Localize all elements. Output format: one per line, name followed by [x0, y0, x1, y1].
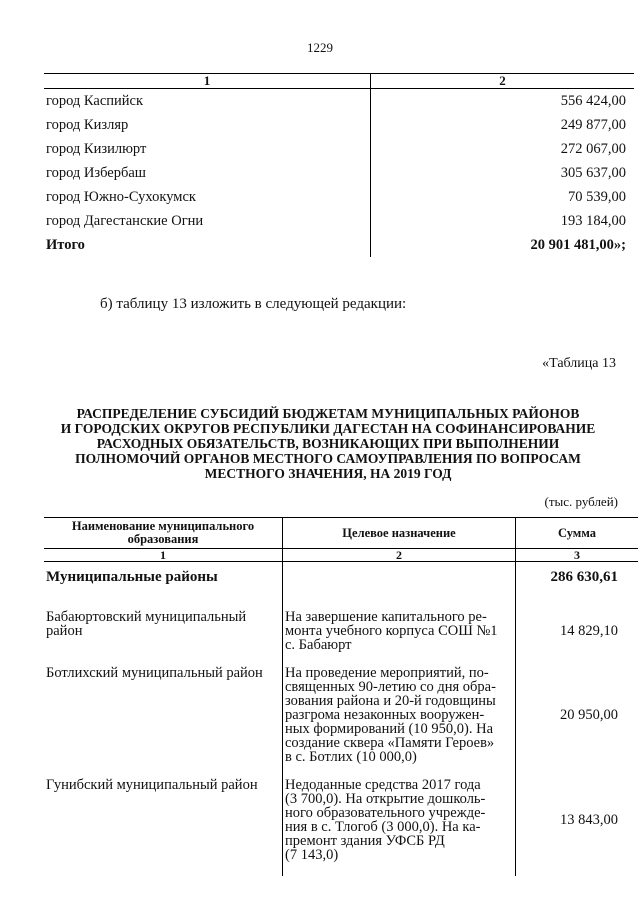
column-number-1: 1 — [44, 74, 371, 89]
table-row — [44, 113, 634, 137]
city-name: город Кизилюрт — [44, 137, 371, 161]
city-name: город Дагестанские Огни — [44, 209, 371, 233]
group-purpose-cell — [283, 562, 516, 611]
municipality-name — [44, 666, 283, 778]
table-label: «Таблица 13 — [542, 356, 616, 371]
table-header-row — [44, 74, 634, 89]
purpose-line: разгрома незаконных вооружен- — [285, 707, 485, 723]
name-line: Ботлихский муниципальный район — [46, 665, 263, 681]
purpose-line: На завершение капитального ре- — [285, 609, 487, 625]
purpose-text — [283, 666, 516, 778]
purpose-line: (3 700,0). На открытие дошколь- — [285, 791, 486, 807]
total-amount: 20 901 481,00»; — [530, 236, 626, 253]
city-amount: 272 067,00 — [560, 140, 626, 157]
title-line: РАСПРЕДЕЛЕНИЕ СУБСИДИЙ БЮДЖЕТАМ МУНИЦИПАЛЬНЫХ РАЙОНОВ — [76, 406, 580, 421]
title-line: РАСХОДНЫХ ОБЯЗАТЕЛЬСТВ, ВОЗНИКАЮЩИХ ПРИ ВЫПОЛНЕНИИ — [96, 436, 560, 451]
units-note: (тыс. рублей) — [544, 494, 618, 509]
purpose-line: ния в с. Тлогоб (3 000,0). На ка- — [285, 819, 481, 835]
table-row — [44, 610, 638, 666]
name-line: район — [46, 623, 83, 639]
allocation-table-continued — [44, 73, 634, 257]
sum-value: 20 950,00 — [560, 707, 618, 723]
purpose-line: священных 90-летию со дня обра- — [285, 679, 496, 695]
city-amount: 556 424,00 — [560, 92, 626, 109]
total-label: Итого — [44, 233, 371, 257]
group-sum: 286 630,61 — [550, 569, 618, 585]
purpose-line: с. Бабаюрт — [285, 637, 352, 653]
header-municipality: Наименование муниципального образования — [44, 518, 283, 549]
table-row — [44, 161, 634, 185]
title-line: ПОЛНОМОЧИЙ ОРГАНОВ МЕСТНОГО САМОУПРАВЛЕНИЯ ПО ВОПРОСАМ — [75, 451, 581, 466]
title-line: И ГОРОДСКИХ ОКРУГОВ РЕСПУБЛИКИ ДАГЕСТАН НА СОФИНАНСИРОВАНИЕ — [60, 421, 596, 436]
table-row — [44, 89, 634, 114]
group-name: Муниципальные районы — [46, 569, 218, 585]
city-name: город Каспийск — [44, 89, 371, 114]
purpose-text — [283, 610, 516, 666]
table-row — [44, 209, 634, 233]
purpose-line: монта учебного корпуса СОШ №1 — [285, 623, 498, 639]
header-sum: Сумма — [516, 518, 639, 549]
title-line: МЕСТНОГО ЗНАЧЕНИЯ, НА 2019 ГОД — [204, 466, 452, 481]
name-line: Гунибский муниципальный район — [46, 777, 258, 793]
table-row — [44, 666, 638, 778]
table-row — [44, 185, 634, 209]
city-amount: 249 877,00 — [560, 116, 626, 133]
municipality-name — [44, 778, 283, 876]
city-amount: 193 184,00 — [560, 212, 626, 229]
header-purpose: Целевое назначение — [283, 518, 516, 549]
group-row — [44, 562, 638, 611]
city-name: город Избербаш — [44, 161, 371, 185]
sum-value: 14 829,10 — [560, 623, 618, 639]
purpose-line: (7 143,0) — [285, 847, 339, 863]
name-line: Бабаюртовский муниципальный — [46, 609, 247, 625]
city-name: город Кизляр — [44, 113, 371, 137]
table-row — [44, 137, 634, 161]
page-number: 1229 — [307, 40, 333, 55]
purpose-line: в с. Ботлих (10 000,0) — [285, 749, 417, 765]
column-number-2: 2 — [371, 74, 635, 89]
subsidy-distribution-table — [44, 517, 638, 876]
purpose-line: На проведение мероприятий, по- — [285, 665, 489, 681]
city-name: город Южно-Сухокумск — [44, 185, 371, 209]
city-amount: 305 637,00 — [560, 164, 626, 181]
table-row — [44, 778, 638, 876]
purpose-line: создание сквера «Памяти Героев» — [285, 735, 495, 751]
purpose-line: Недоданные средства 2017 года — [285, 777, 481, 793]
purpose-line: ных формирований (10 950,0). На — [285, 721, 494, 737]
purpose-line: премонт здания УФСБ РД — [285, 833, 445, 849]
amendment-intro: б) таблицу 13 изложить в следующей редакции: — [100, 296, 407, 312]
total-row — [44, 233, 634, 257]
city-amount: 70 539,00 — [568, 188, 626, 205]
column-number-1: 1 — [44, 549, 283, 562]
municipality-name — [44, 610, 283, 666]
table-title — [60, 406, 596, 481]
column-number-3: 3 — [516, 549, 639, 562]
purpose-line: ного образовательного учрежде- — [285, 805, 486, 821]
sum-value: 13 843,00 — [560, 812, 618, 828]
column-number-2: 2 — [283, 549, 516, 562]
purpose-text — [283, 778, 516, 876]
table-number-row — [44, 549, 638, 562]
purpose-line: зования района и 20-й годовщины — [285, 693, 496, 709]
table-header-row — [44, 518, 638, 549]
